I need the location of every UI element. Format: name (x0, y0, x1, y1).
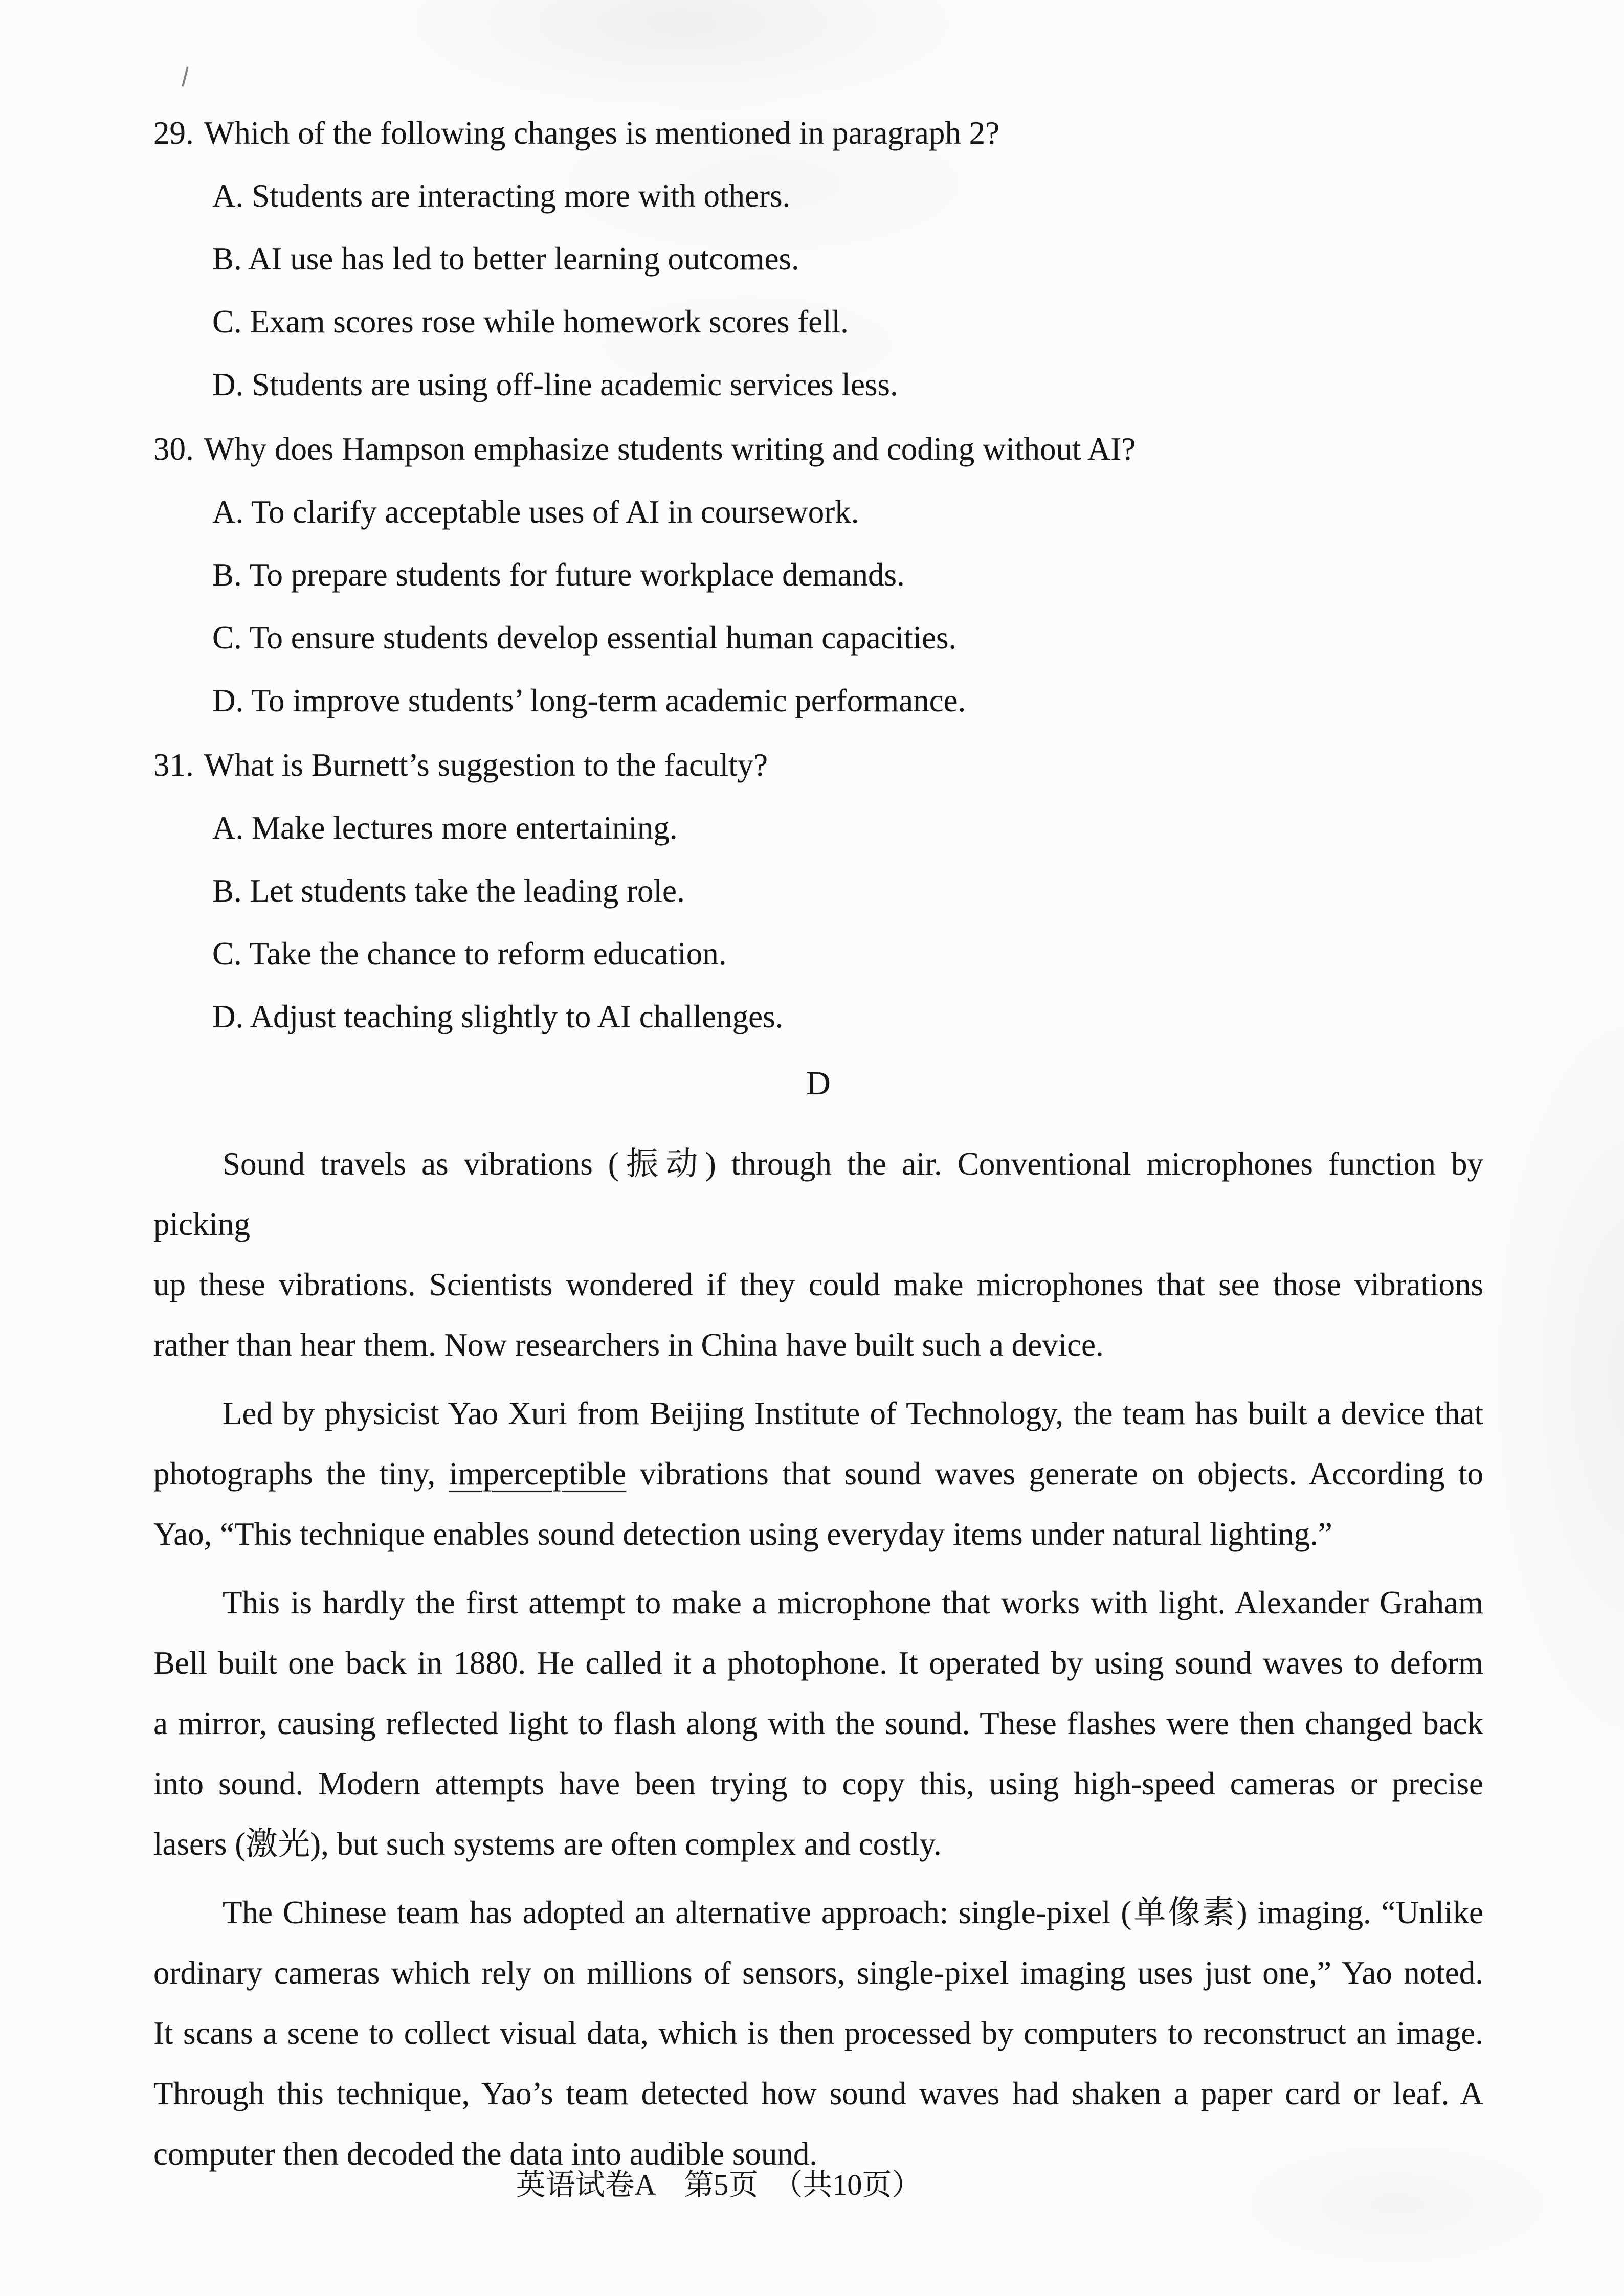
passage-line: This is hardly the first attempt to make a microphone that works with light. Alexander Graham (223, 1585, 1483, 1620)
scan-artifact-mark (182, 66, 189, 87)
passage-line: into sound. Modern attempts have been trying to copy this, using high-speed cameras or precise (153, 1766, 1483, 1802)
question-31-option-d: D. Adjust teaching slightly to AI challenges. (212, 999, 784, 1034)
question-30-text: Why does Hampson emphasize students writing and coding without AI? (204, 431, 1136, 467)
passage-paragraph-2 (153, 1383, 1483, 1564)
question-29-option-d: D. Students are using off-line academic services less. (212, 367, 898, 402)
question-29-option-b: B. AI use has led to better learning outcomes. (212, 241, 799, 277)
question-31-option-a: A. Make lectures more entertaining. (212, 810, 678, 846)
passage-line: It scans a scene to collect visual data, which is then processed by computers to reconstruct an image. (153, 2015, 1483, 2051)
question-31-option-c: C. Take the chance to reform education. (212, 936, 727, 972)
question-31-number: 31. (153, 747, 194, 783)
passage-line: up these vibrations. Scientists wondered if they could make microphones that see those vibrations (153, 1267, 1483, 1302)
passage-paragraph-4 (153, 1882, 1483, 2184)
question-30-stem (153, 430, 1483, 468)
question-29-stem (153, 114, 1483, 152)
passage-line: Sound travels as vibrations (振动) through the air. Conventional microphones function by picking (153, 1146, 1483, 1242)
question-30-number: 30. (153, 431, 194, 467)
question-29-option-c: C. Exam scores rose while homework scores fell. (212, 304, 849, 340)
passage-line: The Chinese team has adopted an alternative approach: single-pixel (单像素) imaging. “Unlike (223, 1895, 1483, 1930)
passage-paragraph-1 (153, 1134, 1483, 1375)
question-30-option-c: C. To ensure students develop essential human capacities. (212, 620, 957, 656)
question-30-option-d: D. To improve students’ long-term academic performance. (212, 683, 966, 718)
passage-line: computer then decoded the data into audible sound. (153, 2136, 818, 2172)
question-30-option-b: B. To prepare students for future workplace demands. (212, 557, 905, 593)
question-29-number: 29. (153, 115, 194, 151)
passage-line: Bell built one back in 1880. He called it a photophone. It operated by using sound waves to deform (153, 1645, 1483, 1681)
question-30-option-a: A. To clarify acceptable uses of AI in coursework. (212, 494, 859, 530)
question-31-text: What is Burnett’s suggestion to the faculty? (204, 747, 768, 783)
page-footer: 英语试卷A 第5页 （共10页） (516, 2168, 922, 2201)
page-content (153, 114, 1483, 2184)
question-29-text: Which of the following changes is mentioned in paragraph 2? (204, 115, 1000, 151)
section-d-heading: D (806, 1065, 831, 1102)
passage-paragraph-3 (153, 1572, 1483, 1874)
question-31-stem (153, 746, 1483, 784)
passage-line: lasers (激光), but such systems are often complex and costly. (153, 1826, 942, 1862)
passage-line: ordinary cameras which rely on millions of sensors, single-pixel imaging uses just one,” Yao noted. (153, 1955, 1483, 1991)
passage-line: Led by physicist Yao Xuri from Beijing Institute of Technology, the team has built a device that (223, 1395, 1483, 1431)
question-29-option-a: A. Students are interacting more with others. (212, 178, 791, 214)
question-31-option-b: B. Let students take the leading role. (212, 873, 685, 909)
passage-line: photographs the tiny, imperceptible vibrations that sound waves generate on objects. According to (153, 1456, 1483, 1492)
passage-line: Through this technique, Yao’s team detected how sound waves had shaken a paper card or leaf. A (153, 2076, 1483, 2111)
passage-line: Yao, “This technique enables sound detection using everyday items under natural lighting.” (153, 1516, 1332, 1552)
passage-line: rather than hear them. Now researchers in China have built such a device. (153, 1327, 1104, 1363)
passage-line: a mirror, causing reflected light to flash along with the sound. These flashes were then changed back (153, 1705, 1483, 1741)
